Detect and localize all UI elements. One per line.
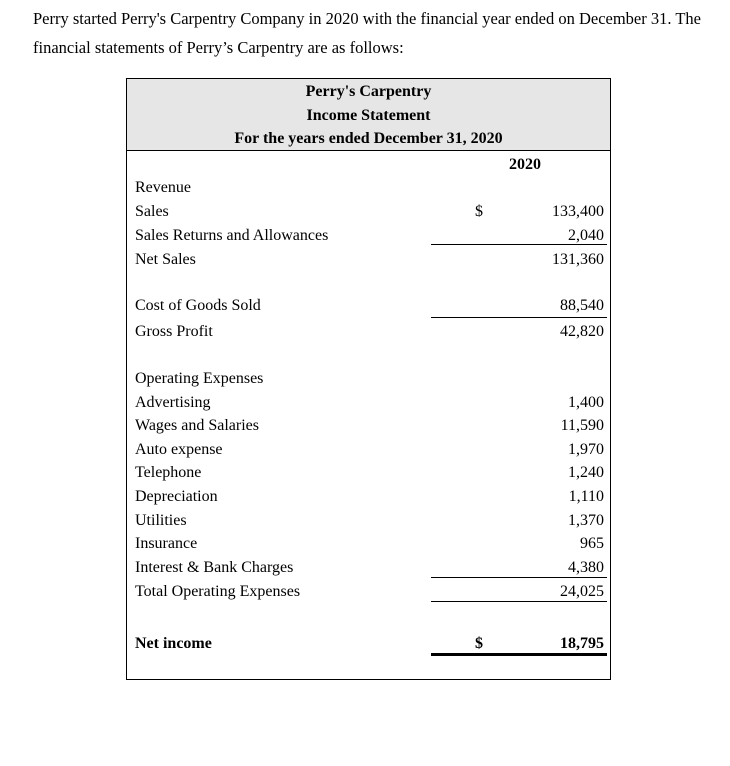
auto-label: Auto expense	[135, 441, 223, 458]
gross-profit-value: 42,820	[560, 323, 604, 340]
cogs-label: Cost of Goods Sold	[135, 297, 261, 314]
interest-label: Interest & Bank Charges	[135, 559, 294, 576]
gross-profit-label: Gross Profit	[135, 323, 213, 340]
insurance-value: 965	[580, 535, 604, 552]
statement-header	[127, 79, 610, 151]
net-income-label: Net income	[135, 635, 212, 652]
intro-paragraph: Perry started Perry's Carpentry Company in 2020 with the financial year ended on December 31. The financial statements of Perry’s Carpentry are as follows:	[33, 9, 701, 57]
wages-label: Wages and Salaries	[135, 417, 259, 434]
returns-value: 2,040	[568, 227, 604, 244]
statement-title: Income Statement	[306, 107, 431, 124]
depreciation-label: Depreciation	[135, 488, 218, 505]
total-opex-value: 24,025	[560, 583, 604, 600]
underline-interest	[431, 577, 607, 578]
telephone-value: 1,240	[568, 464, 604, 481]
sales-value: 133,400	[552, 203, 604, 220]
double-underline-net-income	[431, 653, 607, 656]
utilities-value: 1,370	[568, 512, 604, 529]
column-year: 2020	[509, 156, 541, 173]
revenue-label: Revenue	[135, 179, 191, 196]
underline-cogs	[431, 317, 607, 318]
returns-label: Sales Returns and Allowances	[135, 227, 329, 244]
underline-returns	[431, 244, 607, 245]
depreciation-value: 1,110	[568, 488, 604, 505]
advertising-label: Advertising	[135, 394, 211, 411]
wages-value: 11,590	[560, 417, 604, 434]
auto-value: 1,970	[568, 441, 604, 458]
advertising-value: 1,400	[568, 394, 604, 411]
sales-label: Sales	[135, 203, 169, 220]
underline-total-opex	[431, 601, 607, 602]
net-sales-value: 131,360	[552, 251, 604, 268]
sales-currency: $	[475, 203, 483, 220]
net-income-currency: $	[475, 635, 483, 652]
net-income-value: 18,795	[560, 635, 604, 652]
total-opex-label: Total Operating Expenses	[135, 583, 301, 600]
income-statement	[126, 78, 611, 680]
cogs-value: 88,540	[560, 297, 604, 314]
company-name: Perry's Carpentry	[305, 83, 432, 100]
interest-value: 4,380	[568, 559, 604, 576]
utilities-label: Utilities	[135, 512, 187, 529]
insurance-label: Insurance	[135, 535, 198, 552]
opex-header-label: Operating Expenses	[135, 370, 264, 387]
telephone-label: Telephone	[135, 464, 202, 481]
net-sales-label: Net Sales	[135, 251, 196, 268]
statement-period: For the years ended December 31, 2020	[234, 130, 503, 147]
